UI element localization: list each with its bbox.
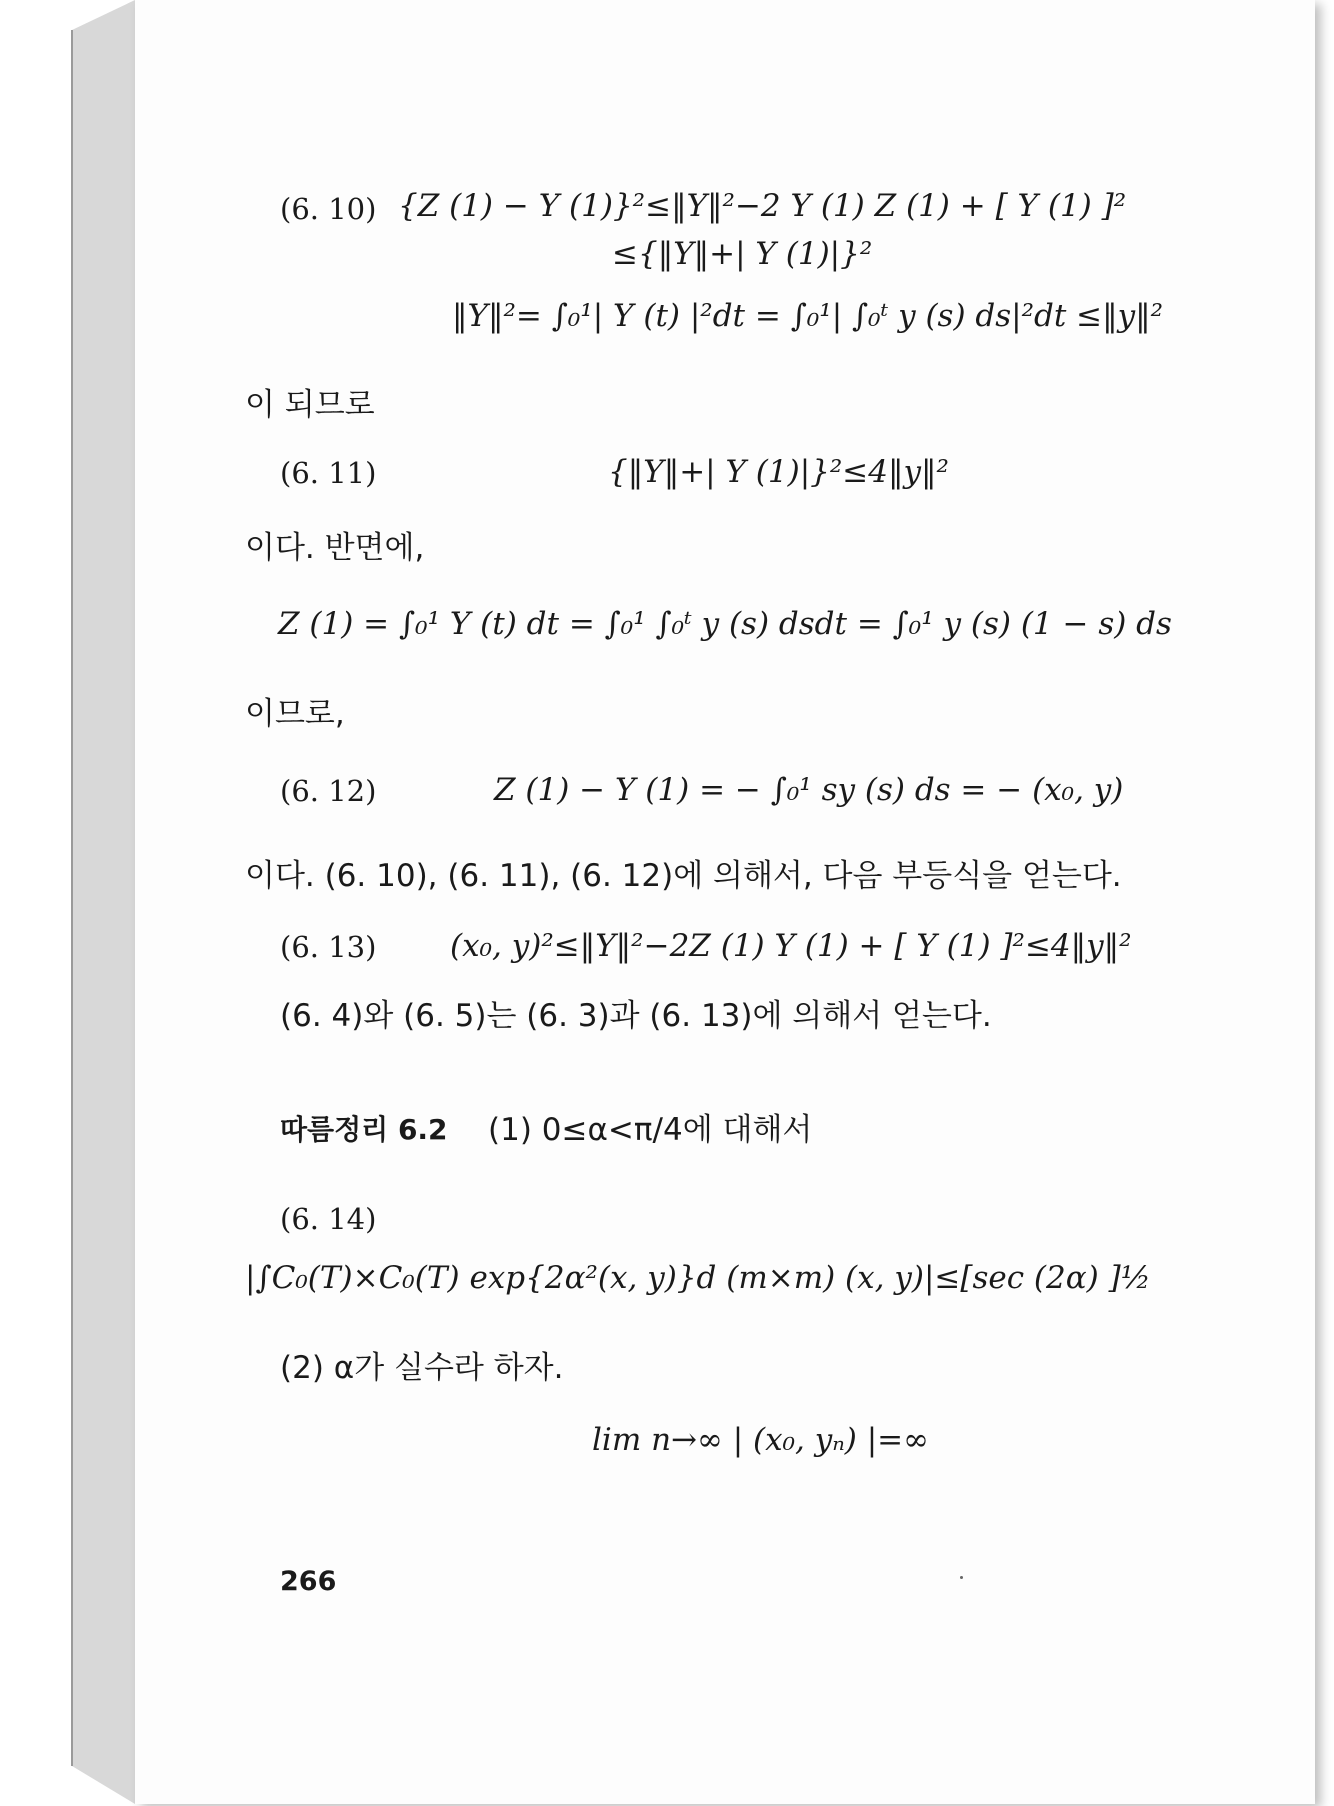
text-1: 이 되므로 bbox=[245, 387, 375, 423]
eq-6-14-body: |∫C₀(T)×C₀(T) exp{2α²(x, y)}d (m×m) (x, y)|≤[sec (2α) ]½ bbox=[245, 1260, 1151, 1296]
eq-6-10-line2: ≤{‖Y‖+| Y (1)|}² bbox=[612, 236, 873, 272]
part2: (2) α가 실수라 하자. bbox=[280, 1350, 564, 1386]
text-3: 이므로, bbox=[245, 696, 345, 732]
text-2: 이다. 반면에, bbox=[245, 530, 425, 566]
eq-6-10-line1: {Z (1) − Y (1)}²≤‖Y‖²−2 Y (1) Z (1) + [ Y (1) ]² bbox=[398, 188, 1127, 224]
page-number: 266 bbox=[280, 1566, 337, 1597]
eq-z1: Z (1) = ∫₀¹ Y (t) dt = ∫₀¹ ∫₀ᵗ y (s) dsdt = ∫₀¹ y (s) (1 − s) ds bbox=[278, 606, 1172, 642]
eq-6-11-label: (6. 11) bbox=[280, 456, 377, 490]
text-4: 이다. (6. 10), (6. 11), (6. 12)에 의해서, 다음 부등식을 얻는다. bbox=[245, 858, 1122, 894]
eq-6-11-body: {‖Y‖+| Y (1)|}²≤4‖y‖² bbox=[608, 454, 949, 490]
eq-limit: lim n→∞ | (x₀, yₙ) |=∞ bbox=[592, 1422, 929, 1458]
eq-6-12-label: (6. 12) bbox=[280, 774, 377, 808]
corollary-title: 따름정리 6.2 bbox=[280, 1113, 448, 1146]
eq-6-10-label: (6. 10) bbox=[280, 192, 377, 226]
corollary-part1: (1) 0≤α<π/4에 대해서 bbox=[488, 1112, 813, 1148]
eq-6-14-label: (6. 14) bbox=[280, 1202, 377, 1236]
eq-6-13-label: (6. 13) bbox=[280, 930, 377, 964]
eq-6-10-line3: ‖Y‖²= ∫₀¹| Y (t) |²dt = ∫₀¹| ∫₀ᵗ y (s) ds|²dt ≤‖y‖² bbox=[452, 298, 1164, 334]
text-5: (6. 4)와 (6. 5)는 (6. 3)과 (6. 13)에 의해서 얻는다. bbox=[280, 998, 992, 1034]
eq-6-13-body: (x₀, y)²≤‖Y‖²−2Z (1) Y (1) + [ Y (1) ]²≤4‖y‖² bbox=[450, 928, 1132, 964]
eq-6-12-body: Z (1) − Y (1) = − ∫₀¹ sy (s) ds = − (x₀, y) bbox=[494, 772, 1124, 808]
speck bbox=[960, 1576, 963, 1579]
